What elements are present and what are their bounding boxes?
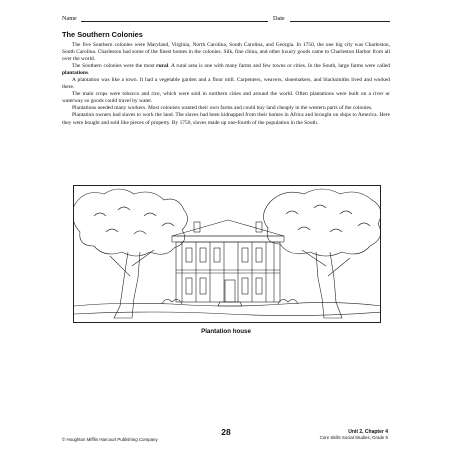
paragraph: [62, 112, 390, 126]
book-title: Core Skills Social Studies, Grade 5: [319, 435, 388, 440]
paragraph-text: A plantation was like a town. It had a vegetable garden and a flour mill. Carpenters, weavers, shoemakers, and blacksmiths lived and worked there.: [62, 77, 390, 91]
paragraph: [62, 63, 390, 77]
paragraph: [62, 77, 390, 91]
paragraph: [62, 42, 390, 63]
page-number: 28: [221, 427, 231, 437]
chapter-label: Unit 2, Chapter 4: [348, 429, 388, 435]
name-line: [81, 21, 268, 22]
date-line: [290, 21, 390, 22]
paragraph-text: Plantations needed many workers. Most colonists wanted their own farms and could buy land cheaply in the western parts of the colonies.: [72, 105, 373, 112]
paragraph-text: .: [88, 70, 90, 77]
name-date-header: [62, 15, 390, 25]
paragraph-text: . A rural area is one with many farms and few towns or cities. In the South, large farms were called: [168, 63, 390, 70]
paragraph-text: Plantation owners had slaves to work the land. The slaves had been kidnapped from their homes in Africa and brought on ships to America. Here they were bought and sold like pieces of property. By 1750, slaves made up one-fourth of the population in the South.: [62, 112, 390, 126]
reading-passage: [62, 42, 390, 127]
date-label: Date: [273, 15, 285, 22]
plantation-house-drawing: [74, 186, 381, 323]
vocabulary-term: plantations: [62, 70, 88, 77]
name-label: Name: [62, 15, 77, 22]
vocabulary-term: rural: [156, 63, 169, 70]
page-title: The Southern Colonies: [62, 30, 143, 39]
paragraph-text: The main crops were tobacco and rice, which were sold in northern cities and around the world. Often plantations were built on a river or waterway so goods could travel by water.: [62, 91, 390, 105]
chapter-info: [320, 429, 388, 441]
illustration-caption: Plantation house: [201, 328, 251, 335]
copyright-notice: © Houghton Mifflin Harcourt Publishing Company: [62, 437, 158, 442]
plantation-house-illustration: [73, 185, 381, 323]
paragraph-text: The five Southern colonies were Maryland, Virginia, North Carolina, South Carolina, and Georgia. In 1750, the one big city was Charleston, South Carolina. Charleston had some of the finest homes in the colonies. Silk, fine china, and other luxury goods came to Charleston Harbor from all over the world.: [62, 42, 390, 63]
paragraph: [62, 91, 390, 105]
paragraph-text: The Southern colonies were the most: [72, 63, 157, 70]
